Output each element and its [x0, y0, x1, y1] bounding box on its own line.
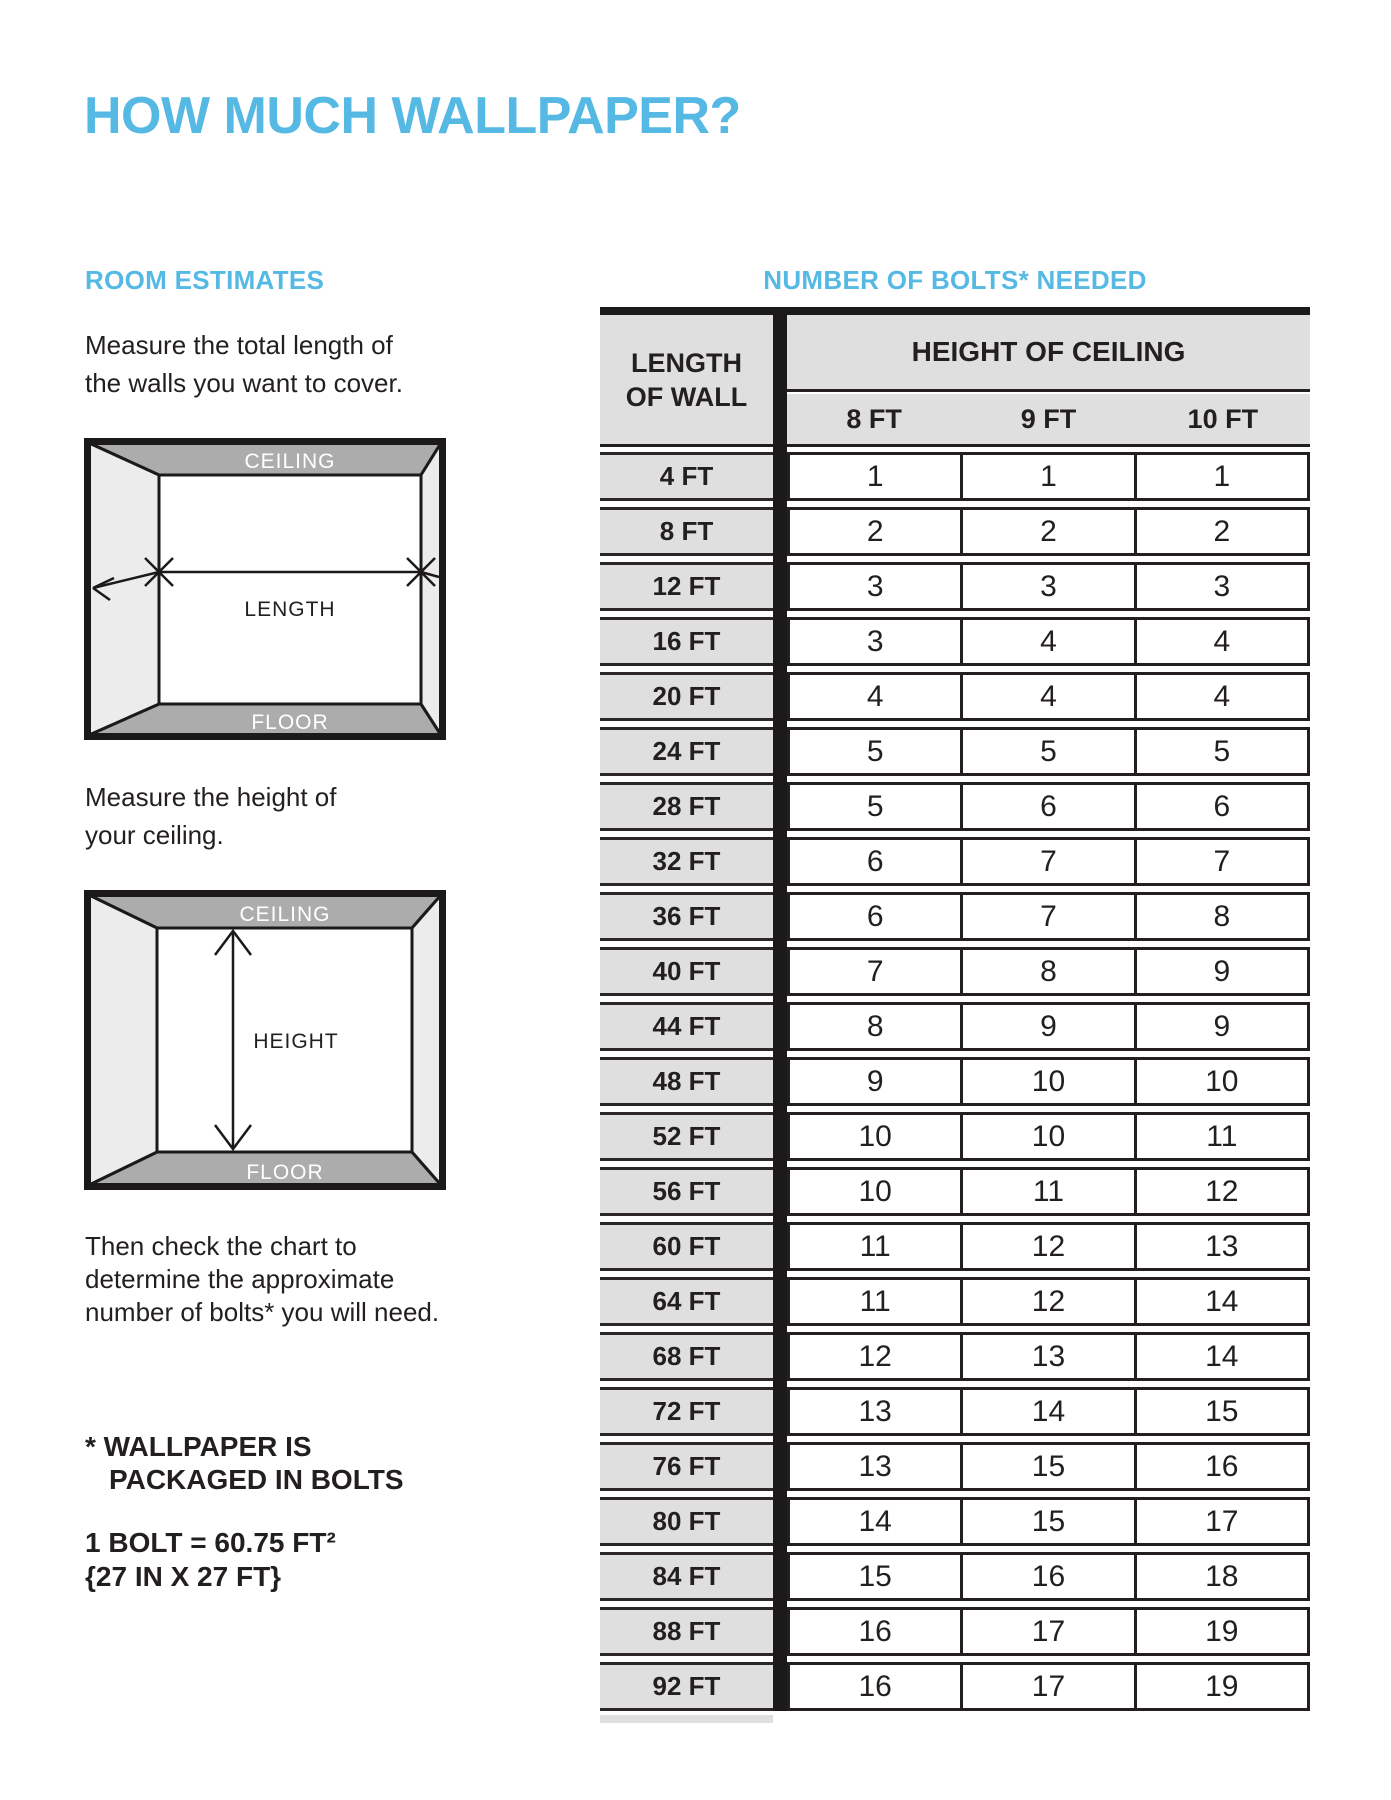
bolt-count-9ft-cell: 1 [960, 455, 1133, 498]
bolt-count-10ft-cell: 14 [1134, 1335, 1307, 1378]
bolt-counts-group [787, 1002, 1310, 1051]
bolt-counts-group [787, 947, 1310, 996]
bolt-count-10ft-cell: 14 [1134, 1280, 1307, 1323]
table-row [600, 1497, 1310, 1546]
bolt-count-8ft-cell: 5 [790, 730, 960, 773]
length-label: LENGTH [244, 598, 336, 621]
wall-length-cell: 56 FT [600, 1167, 773, 1216]
bolt-count-10ft-cell: 3 [1134, 565, 1307, 608]
subheader-8ft: 8 FT [846, 403, 902, 434]
bolt-counts-group [787, 1387, 1310, 1436]
bolt-count-8ft-cell: 8 [790, 1005, 960, 1048]
wall-length-cell: 48 FT [600, 1057, 773, 1106]
bolt-count-10ft-cell: 11 [1134, 1115, 1307, 1158]
bolt-count-10ft-cell: 16 [1134, 1445, 1307, 1488]
right-wall-face [421, 443, 441, 735]
step3-line1: Then check the chart to [85, 1231, 357, 1261]
wall-length-cell: 40 FT [600, 947, 773, 996]
bolt-counts-group [787, 452, 1310, 501]
bolt-count-10ft-cell: 8 [1134, 895, 1307, 938]
bolt-counts-group [787, 562, 1310, 611]
table-row [600, 1277, 1310, 1326]
bolt-count-10ft-cell: 2 [1134, 510, 1307, 553]
bolt-count-8ft-cell: 15 [790, 1555, 960, 1598]
table-row [600, 947, 1310, 996]
bolt-count-8ft-cell: 11 [790, 1225, 960, 1268]
bolt-count-10ft-cell: 9 [1134, 950, 1307, 993]
bolt-spec-line2: {27 IN X 27 FT} [85, 1561, 282, 1592]
bolt-count-8ft-cell: 13 [790, 1445, 960, 1488]
footnote-line1: * WALLPAPER IS [85, 1431, 312, 1462]
bolt-count-10ft-cell: 4 [1134, 620, 1307, 663]
step1-line2: the walls you want to cover. [85, 368, 403, 398]
table-row [600, 892, 1310, 941]
bolt-count-8ft-cell: 10 [790, 1170, 960, 1213]
step2-line2: your ceiling. [85, 820, 224, 850]
bolt-counts-group [787, 1277, 1310, 1326]
bolt-count-8ft-cell: 14 [790, 1500, 960, 1543]
bolt-count-10ft-cell: 13 [1134, 1225, 1307, 1268]
left-wall-face [89, 895, 157, 1185]
bolt-count-9ft-cell: 3 [960, 565, 1133, 608]
bolt-count-9ft-cell: 17 [960, 1665, 1133, 1708]
wall-length-cell: 36 FT [600, 892, 773, 941]
bolt-count-10ft-cell: 10 [1134, 1060, 1307, 1103]
bolt-count-10ft-cell: 17 [1134, 1500, 1307, 1543]
bolt-count-10ft-cell: 18 [1134, 1555, 1307, 1598]
wall-length-cell: 24 FT [600, 727, 773, 776]
height-label: HEIGHT [253, 1030, 339, 1053]
col1-header-line1: LENGTH [631, 347, 742, 378]
bolt-count-9ft-cell: 12 [960, 1225, 1133, 1268]
bolt-count-9ft-cell: 5 [960, 730, 1133, 773]
bolt-counts-group [787, 1497, 1310, 1546]
table-row [600, 1112, 1310, 1161]
bolt-count-9ft-cell: 15 [960, 1500, 1133, 1543]
wall-length-cell: 12 FT [600, 562, 773, 611]
bolt-count-8ft-cell: 10 [790, 1115, 960, 1158]
wall-length-cell: 64 FT [600, 1277, 773, 1326]
bolt-count-8ft-cell: 6 [790, 895, 960, 938]
step1-line1: Measure the total length of [85, 330, 393, 360]
bolt-counts-group [787, 617, 1310, 666]
table-row [600, 1607, 1310, 1656]
col1-header-line2: OF WALL [625, 381, 748, 412]
bolt-count-9ft-cell: 4 [960, 620, 1133, 663]
ceiling-label: CEILING [244, 450, 336, 473]
bolt-count-10ft-cell: 1 [1134, 455, 1307, 498]
wall-length-cell: 4 FT [600, 452, 773, 501]
wall-length-cell: 44 FT [600, 1002, 773, 1051]
table-row [600, 672, 1310, 721]
bolt-count-10ft-cell: 15 [1134, 1390, 1307, 1433]
table-row [600, 1387, 1310, 1436]
step3-instruction [85, 1230, 439, 1329]
bolts-table [600, 307, 1310, 1711]
bolt-count-9ft-cell: 11 [960, 1170, 1133, 1213]
bolt-counts-group [787, 672, 1310, 721]
table-row [600, 1222, 1310, 1271]
table-row [600, 1662, 1310, 1711]
bolt-counts-group [787, 1057, 1310, 1106]
bolt-count-9ft-cell: 16 [960, 1555, 1133, 1598]
bolt-count-10ft-cell: 9 [1134, 1005, 1307, 1048]
wall-length-cell: 28 FT [600, 782, 773, 831]
room-estimates-heading: ROOM ESTIMATES [85, 265, 325, 295]
table-row [600, 727, 1310, 776]
table-top-bar [600, 307, 1310, 315]
bolt-count-9ft-cell: 10 [960, 1115, 1133, 1158]
footnote-line2: PACKAGED IN BOLTS [109, 1464, 404, 1495]
bolt-count-9ft-cell: 15 [960, 1445, 1133, 1488]
wall-length-cell: 8 FT [600, 507, 773, 556]
bolt-count-10ft-cell: 5 [1134, 730, 1307, 773]
wall-length-cell: 72 FT [600, 1387, 773, 1436]
bolt-count-8ft-cell: 2 [790, 510, 960, 553]
bolt-counts-group [787, 1552, 1310, 1601]
bolt-count-8ft-cell: 4 [790, 675, 960, 718]
bolt-count-8ft-cell: 12 [790, 1335, 960, 1378]
bolt-counts-group [787, 1332, 1310, 1381]
bolt-count-8ft-cell: 11 [790, 1280, 960, 1323]
bolt-count-9ft-cell: 2 [960, 510, 1133, 553]
page-title: HOW MUCH WALLPAPER? [84, 87, 741, 145]
table-row [600, 1057, 1310, 1106]
bolt-counts-group [787, 1167, 1310, 1216]
table-header [600, 315, 1310, 447]
bolt-count-10ft-cell: 12 [1134, 1170, 1307, 1213]
bolt-count-9ft-cell: 14 [960, 1390, 1133, 1433]
bolt-count-10ft-cell: 4 [1134, 675, 1307, 718]
wall-length-cell: 20 FT [600, 672, 773, 721]
wall-length-cell: 52 FT [600, 1112, 773, 1161]
table-row [600, 782, 1310, 831]
bolt-count-8ft-cell: 5 [790, 785, 960, 828]
bolt-count-10ft-cell: 6 [1134, 785, 1307, 828]
bolt-count-8ft-cell: 3 [790, 565, 960, 608]
bolt-spec [85, 1526, 336, 1594]
table-divider-bar [773, 307, 787, 1711]
bolt-count-8ft-cell: 9 [790, 1060, 960, 1103]
bolt-count-9ft-cell: 7 [960, 895, 1133, 938]
bolt-spec-line1: 1 BOLT = 60.75 FT² [85, 1527, 336, 1558]
table-row [600, 617, 1310, 666]
floor-label: FLOOR [251, 711, 329, 734]
wall-length-cell: 88 FT [600, 1607, 773, 1656]
bolt-count-9ft-cell: 7 [960, 840, 1133, 883]
step2-line1: Measure the height of [85, 782, 337, 812]
bolt-counts-group [787, 782, 1310, 831]
left-wall-face [89, 443, 159, 735]
table-row [600, 1552, 1310, 1601]
bolt-counts-group [787, 892, 1310, 941]
bolt-counts-group [787, 837, 1310, 886]
table-row [600, 562, 1310, 611]
bolt-counts-group [787, 1112, 1310, 1161]
wall-length-cell: 76 FT [600, 1442, 773, 1491]
table-row [600, 837, 1310, 886]
ceiling-height-header-group [787, 315, 1310, 447]
bolt-footnote [85, 1430, 404, 1496]
room-length-diagram [84, 438, 446, 740]
wall-length-cell: 80 FT [600, 1497, 773, 1546]
table-row [600, 452, 1310, 501]
bolt-count-10ft-cell: 19 [1134, 1610, 1307, 1653]
right-wall-face [412, 895, 441, 1185]
bolt-count-9ft-cell: 6 [960, 785, 1133, 828]
ceiling-label: CEILING [239, 903, 331, 926]
bolt-count-8ft-cell: 3 [790, 620, 960, 663]
bolt-count-8ft-cell: 16 [790, 1610, 960, 1653]
subheader-9ft: 9 FT [1020, 403, 1077, 434]
bolt-count-8ft-cell: 7 [790, 950, 960, 993]
wall-length-cell: 68 FT [600, 1332, 773, 1381]
bolt-counts-group [787, 1222, 1310, 1271]
bolt-count-9ft-cell: 8 [960, 950, 1133, 993]
step1-instruction [85, 326, 403, 402]
bolt-count-9ft-cell: 12 [960, 1280, 1133, 1323]
height-of-ceiling-header: HEIGHT OF CEILING [787, 315, 1310, 392]
bolt-counts-group [787, 1662, 1310, 1711]
bolt-count-8ft-cell: 6 [790, 840, 960, 883]
room-height-diagram [84, 890, 446, 1190]
table-row [600, 1167, 1310, 1216]
back-wall-face [159, 475, 421, 704]
bolt-counts-group [787, 1607, 1310, 1656]
wall-length-cell: 92 FT [600, 1662, 773, 1711]
bolt-count-8ft-cell: 13 [790, 1390, 960, 1433]
table-row [600, 1332, 1310, 1381]
wall-length-cell: 60 FT [600, 1222, 773, 1271]
table-row [600, 507, 1310, 556]
step2-instruction [85, 778, 337, 854]
subheader-10ft: 10 FT [1187, 403, 1259, 434]
ceiling-height-subheaders [787, 394, 1310, 447]
bolt-count-8ft-cell: 16 [790, 1665, 960, 1708]
bolt-count-9ft-cell: 10 [960, 1060, 1133, 1103]
table-tail-strip [600, 1715, 773, 1723]
step3-line3: number of bolts* you will need. [85, 1297, 440, 1327]
table-body [600, 452, 1310, 1711]
length-of-wall-header [600, 315, 773, 447]
table-row [600, 1002, 1310, 1051]
wall-length-cell: 84 FT [600, 1552, 773, 1601]
bolt-count-8ft-cell: 1 [790, 455, 960, 498]
bolt-count-9ft-cell: 4 [960, 675, 1133, 718]
bolt-count-9ft-cell: 17 [960, 1610, 1133, 1653]
bolt-count-10ft-cell: 19 [1134, 1665, 1307, 1708]
bolt-count-9ft-cell: 9 [960, 1005, 1133, 1048]
bolt-counts-group [787, 507, 1310, 556]
bolt-counts-group [787, 727, 1310, 776]
bolt-counts-group [787, 1442, 1310, 1491]
wall-length-cell: 16 FT [600, 617, 773, 666]
bolt-count-10ft-cell: 7 [1134, 840, 1307, 883]
bolt-count-9ft-cell: 13 [960, 1335, 1133, 1378]
wall-length-cell: 32 FT [600, 837, 773, 886]
bolts-table-heading: NUMBER OF BOLTS* NEEDED [763, 265, 1147, 295]
floor-label: FLOOR [246, 1161, 324, 1184]
step3-line2: determine the approximate [85, 1264, 395, 1294]
table-row [600, 1442, 1310, 1491]
